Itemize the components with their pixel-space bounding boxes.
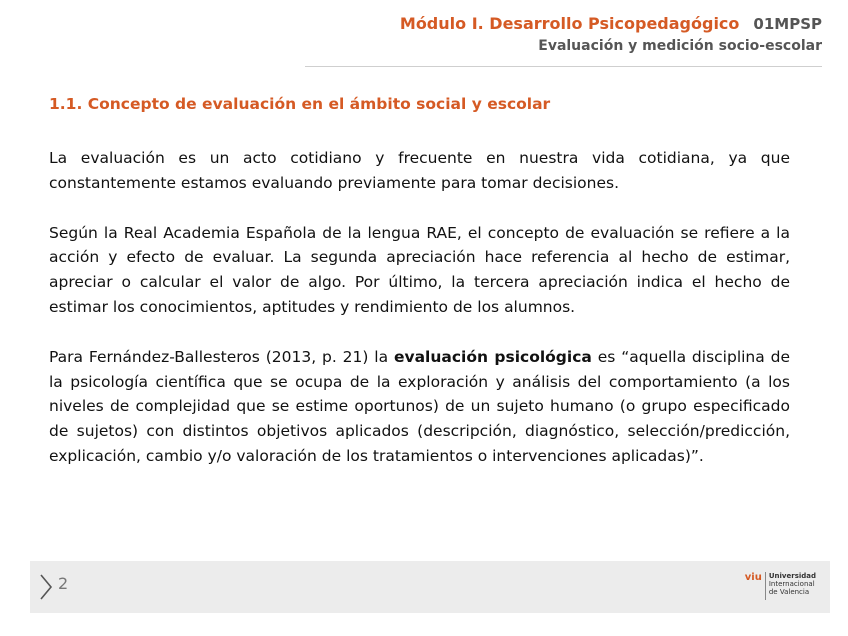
module-title: Módulo I. Desarrollo Psicopedagógico bbox=[399, 14, 740, 33]
logo-line-1: Universidad bbox=[768, 572, 816, 580]
logo-line-2: Internacional bbox=[768, 580, 815, 588]
paragraph-3-intro: Para Fernández-Ballesteros (2013, p. 21) la bbox=[49, 347, 394, 366]
paragraph-1: La evaluación es un acto cotidiano y frecuente en nuestra vida cotidiana, ya que constantemente estamos evaluando previamente para tomar decisiones. bbox=[49, 149, 790, 192]
logo-line-3: de Valencia bbox=[768, 588, 810, 596]
page-number: 2 bbox=[58, 574, 69, 593]
university-logo bbox=[745, 572, 816, 600]
header-divider bbox=[305, 66, 822, 67]
logo-mark: viu bbox=[744, 572, 762, 583]
paragraph-3 bbox=[49, 345, 790, 469]
chevron-right-icon bbox=[39, 573, 53, 601]
body-text bbox=[49, 146, 790, 494]
paragraph-3-bold-term: evaluación psicológica bbox=[393, 347, 592, 366]
slide-header bbox=[400, 13, 822, 57]
header-line-1 bbox=[400, 13, 822, 35]
logo-separator bbox=[765, 572, 766, 600]
logo-text bbox=[769, 572, 816, 596]
module-code: 01MPSP bbox=[753, 15, 822, 33]
slide-footer bbox=[30, 561, 830, 613]
header-subtitle: Evaluación y medición socio-escolar bbox=[538, 38, 822, 54]
paragraph-2: Según la Real Academia Española de la lengua RAE, el concepto de evaluación se refiere a la acción y efecto de evaluar. La segunda apreciación hace referencia al hecho de estimar, apreciar o calcular el valor de algo. Por último, la tercera apreciación indica el hecho de estimar los conocimientos, aptitudes y rendimiento de los alumnos. bbox=[49, 223, 790, 316]
paragraph-3-quote: es “aquella disciplina de la psicología científica que se ocupa de la exploración y análisis del comportamiento (a los niveles de complejidad que se estime oportunos) de un sujeto humano (o grupo especificado de sujetos) con distintos objetivos aplicados (descripción, diagnóstico, selección/predicción, explicación, cambio y/o valoración de los tratamientos o intervenciones aplicadas)”. bbox=[49, 347, 791, 465]
section-title: 1.1. Concepto de evaluación en el ámbito social y escolar bbox=[49, 95, 551, 113]
